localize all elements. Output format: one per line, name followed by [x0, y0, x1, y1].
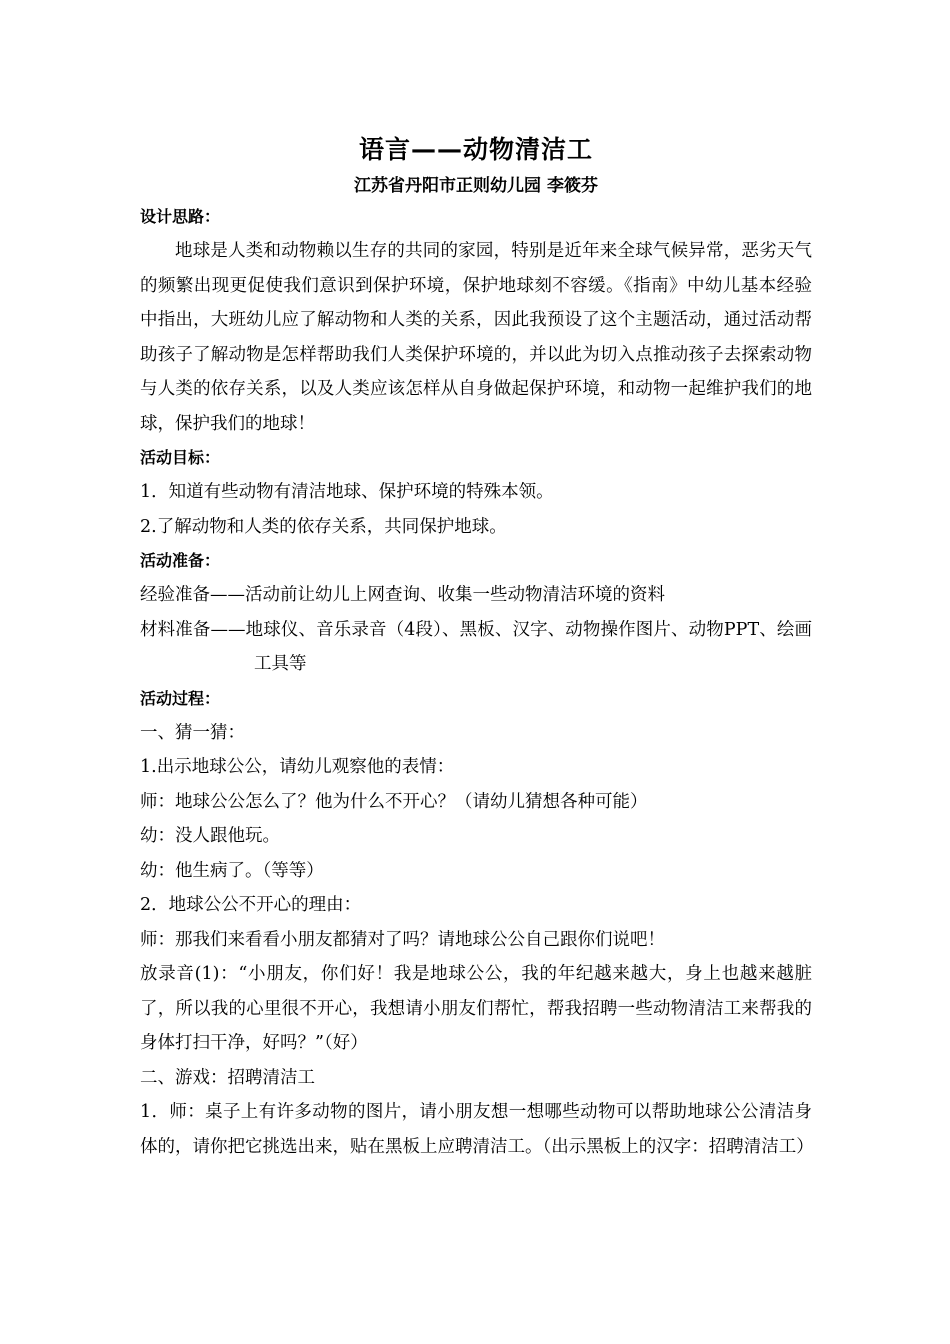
process-line: 2．地球公公不开心的理由：: [140, 895, 362, 915]
recording-paragraph: 放录音(1)：“小朋友，你们好！我是地球公公，我的年纪越来越大，身上也越来越脏了，所以我的心里很不开心，我想请小朋友们帮忙，帮我招聘一些动物清洁工来帮我的身体打扫干净，好吗？”（好）: [140, 964, 812, 1053]
process-line: 师：地球公公怎么了？他为什么不开心？（请幼儿猜想各种可能）: [140, 791, 648, 812]
document-page: [140, 128, 812, 1164]
process-line: 幼：他生病了。（等等）: [140, 860, 324, 881]
process-line: 幼：没人跟他玩。: [140, 826, 280, 846]
process-line: 1.出示地球公公，请幼儿观察他的表情：: [140, 757, 455, 777]
section-heading-process: 活动过程：: [140, 688, 221, 708]
goal-item: 2.了解动物和人类的依存关系，共同保护地球。: [140, 516, 507, 537]
prep-item: 经验准备——活动前让幼儿上网查询、收集一些动物清洁环境的资料: [140, 585, 665, 605]
process-line: 师：那我们来看看小朋友都猜对了吗？请地球公公自己跟你们说吧！: [140, 929, 665, 950]
process-line: 一、猜一猜：: [140, 722, 245, 743]
document-title: 语言——动物清洁工: [358, 135, 593, 164]
prep-item: 材料准备——地球仪、音乐录音（4段）、黑板、汉字、动物操作图片、动物PPT、绘画工具等: [140, 619, 812, 674]
author-line: 江苏省丹阳市正则幼儿园 李筱芬: [354, 176, 598, 196]
section-heading-design: 设计思路：: [140, 207, 221, 226]
section-heading-prep: 活动准备：: [140, 551, 221, 570]
design-paragraph: 地球是人类和动物赖以生存的共同的家园，特别是近年来全球气候异常，恶劣天气的频繁出现更促使我们意识到保护环境，保护地球刻不容缓。《指南》中幼儿基本经验中指出，大班幼儿应了解动物和人类的关系，因此我预设了这个主题活动，通过活动帮助孩子了解动物是怎样帮助我们人类保护环境的，并以此为切入点推动孩子去探索动物与人类的依存关系，以及人类应该怎样从自身做起保护环境，和动物一起维护我们的地球，保护我们的地球！: [140, 241, 812, 434]
section-heading-goals: 活动目标：: [140, 448, 221, 467]
goal-item: 1．知道有些动物有清洁地球、保护环境的特殊本领。: [140, 482, 554, 502]
game-paragraph: 1．师：桌子上有许多动物的图片，请小朋友想一想哪些动物可以帮助地球公公清洁身体的，请你把它挑选出来，贴在黑板上应聘清洁工。（出示黑板上的汉字：招聘清洁工）: [140, 1102, 814, 1157]
game-title: 二、游戏：招聘清洁工: [140, 1067, 315, 1088]
